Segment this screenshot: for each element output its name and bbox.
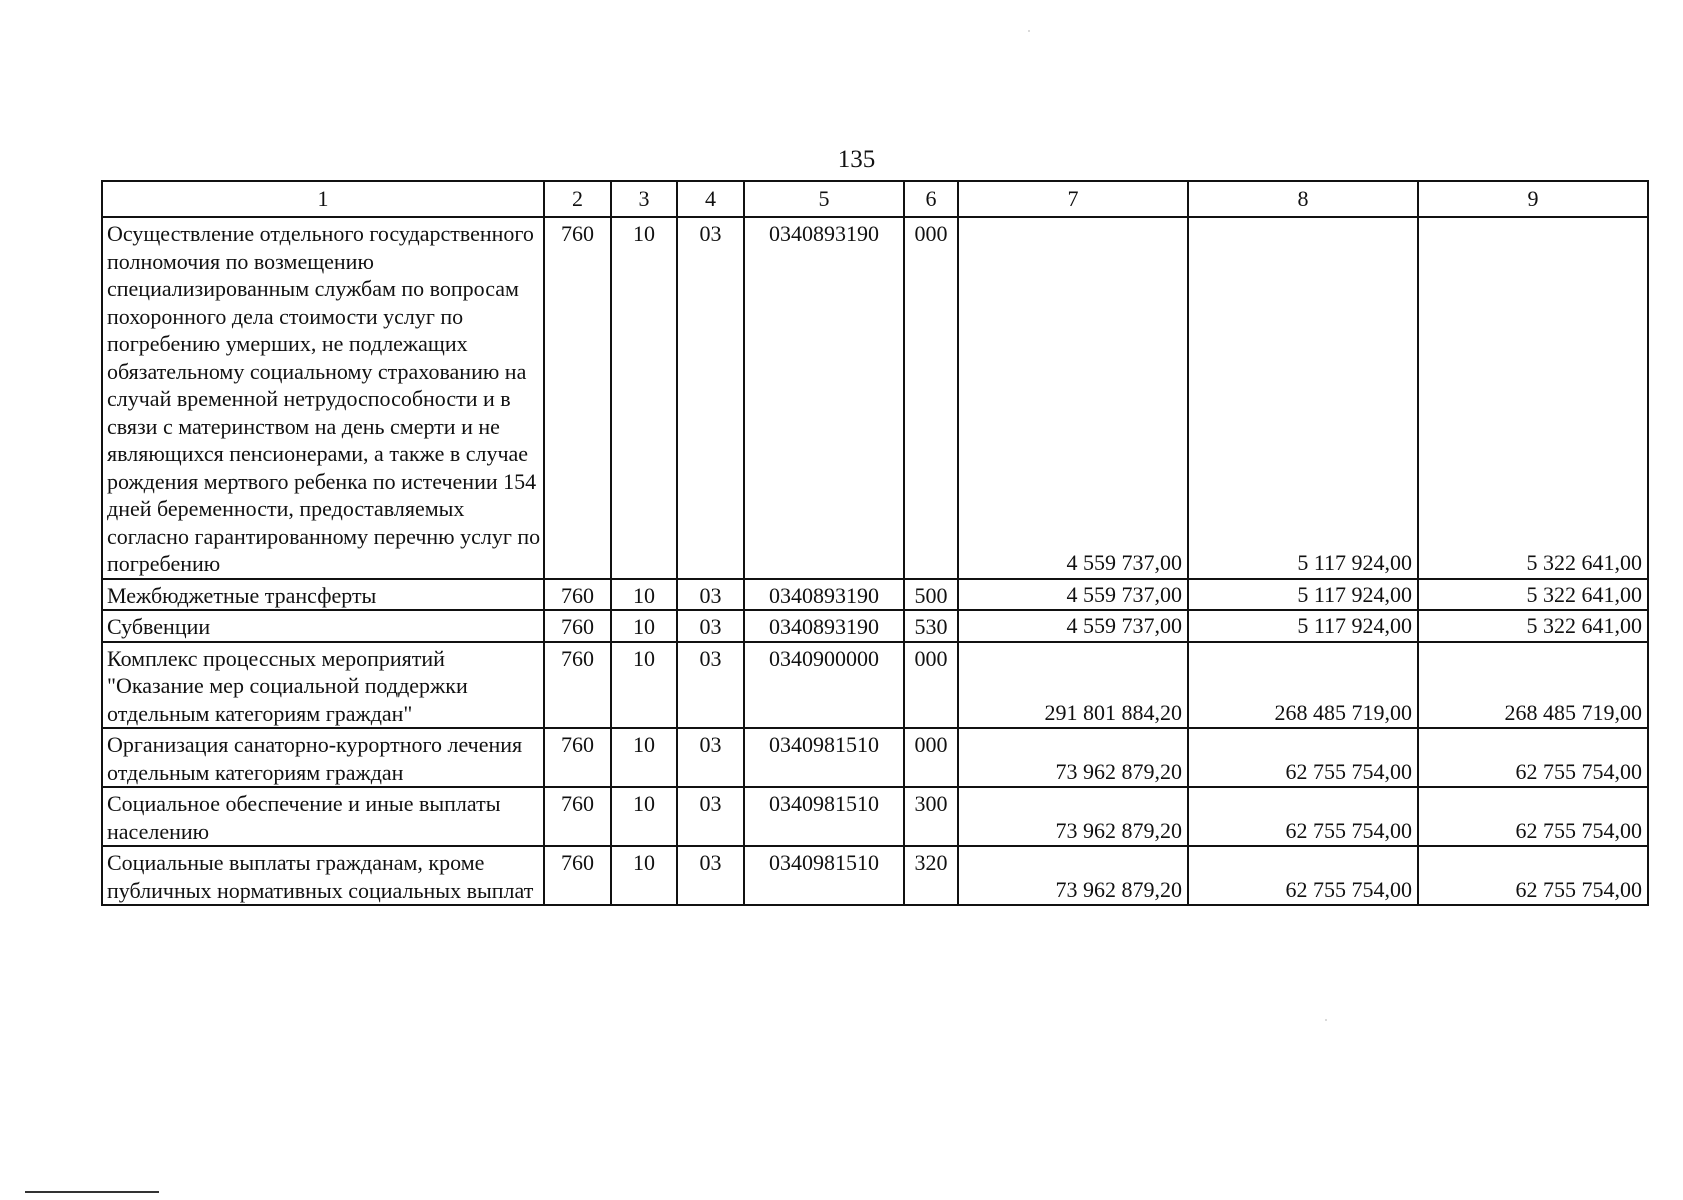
section-cell: 10 <box>611 728 677 787</box>
subsection-cell: 03 <box>677 610 744 642</box>
admin-code-cell: 760 <box>544 728 611 787</box>
amount-cell: 5 117 924,00 <box>1188 217 1418 579</box>
section-cell: 10 <box>611 610 677 642</box>
footnote-separator-line <box>25 1191 159 1193</box>
row-name-cell: Межбюджетные трансферты <box>102 579 544 611</box>
column-header: 1 <box>102 181 544 217</box>
amount-cell: 73 962 879,20 <box>958 846 1188 905</box>
expense-type-cell: 000 <box>904 217 958 579</box>
column-header: 3 <box>611 181 677 217</box>
row-name-cell: Социальные выплаты гражданам, кроме публичных нормативных социальных выплат <box>102 846 544 905</box>
row-name-cell: Социальное обеспечение и иные выплаты населению <box>102 787 544 846</box>
table-row <box>102 579 1648 611</box>
expense-type-cell: 500 <box>904 579 958 611</box>
amount-cell: 4 559 737,00 <box>958 579 1188 611</box>
subsection-cell: 03 <box>677 846 744 905</box>
row-name-cell: Осуществление отдельного государственного полномочия по возмещению специализированным службам по вопросам похоронного дела стоимости услуг по погребению умерших, не подлежащих обязательному социальному страхованию на случай временной нетрудоспособности и в связи с материнством на день смерти и не являющихся пенсионерами, а также в случае рождения мертвого ребенка по истечении 154 дней беременности, предоставляемых согласно гарантированному перечню услуг по погребению <box>102 217 544 579</box>
subsection-cell: 03 <box>677 787 744 846</box>
admin-code-cell: 760 <box>544 610 611 642</box>
amount-cell: 4 559 737,00 <box>958 217 1188 579</box>
subsection-cell: 03 <box>677 217 744 579</box>
row-name-cell: Субвенции <box>102 610 544 642</box>
amount-cell: 5 322 641,00 <box>1418 610 1648 642</box>
amount-cell: 5 117 924,00 <box>1188 610 1418 642</box>
table-row <box>102 728 1648 787</box>
expense-type-cell: 320 <box>904 846 958 905</box>
column-header: 6 <box>904 181 958 217</box>
subsection-cell: 03 <box>677 579 744 611</box>
table-row <box>102 217 1648 579</box>
target-article-cell: 0340900000 <box>744 642 904 729</box>
amount-cell: 62 755 754,00 <box>1418 787 1648 846</box>
expense-type-cell: 530 <box>904 610 958 642</box>
table-row <box>102 787 1648 846</box>
amount-cell: 4 559 737,00 <box>958 610 1188 642</box>
table-row <box>102 642 1648 729</box>
section-cell: 10 <box>611 846 677 905</box>
target-article-cell: 0340981510 <box>744 728 904 787</box>
page-number: 135 <box>837 146 876 173</box>
subsection-cell: 03 <box>677 642 744 729</box>
column-header: 4 <box>677 181 744 217</box>
column-header: 7 <box>958 181 1188 217</box>
amount-cell: 62 755 754,00 <box>1188 846 1418 905</box>
expense-type-cell: 300 <box>904 787 958 846</box>
column-header: 8 <box>1188 181 1418 217</box>
target-article-cell: 0340893190 <box>744 610 904 642</box>
budget-table <box>101 180 1649 906</box>
subsection-cell: 03 <box>677 728 744 787</box>
scan-speck <box>1325 1019 1327 1021</box>
admin-code-cell: 760 <box>544 217 611 579</box>
column-header: 9 <box>1418 181 1648 217</box>
admin-code-cell: 760 <box>544 579 611 611</box>
expense-type-cell: 000 <box>904 728 958 787</box>
target-article-cell: 0340893190 <box>744 579 904 611</box>
table-row <box>102 610 1648 642</box>
admin-code-cell: 760 <box>544 787 611 846</box>
admin-code-cell: 760 <box>544 642 611 729</box>
amount-cell: 62 755 754,00 <box>1418 728 1648 787</box>
header-row <box>102 181 1648 217</box>
amount-cell: 291 801 884,20 <box>958 642 1188 729</box>
target-article-cell: 0340981510 <box>744 846 904 905</box>
section-cell: 10 <box>611 642 677 729</box>
section-cell: 10 <box>611 579 677 611</box>
amount-cell: 268 485 719,00 <box>1188 642 1418 729</box>
row-name-cell: Организация санаторно-курортного лечения отдельным категориям граждан <box>102 728 544 787</box>
amount-cell: 62 755 754,00 <box>1188 787 1418 846</box>
expense-type-cell: 000 <box>904 642 958 729</box>
section-cell: 10 <box>611 217 677 579</box>
amount-cell: 73 962 879,20 <box>958 787 1188 846</box>
row-name-cell: Комплекс процессных мероприятий "Оказание мер социальной поддержки отдельным категориям граждан" <box>102 642 544 729</box>
amount-cell: 73 962 879,20 <box>958 728 1188 787</box>
scan-speck <box>1028 30 1030 32</box>
amount-cell: 62 755 754,00 <box>1418 846 1648 905</box>
column-header: 2 <box>544 181 611 217</box>
admin-code-cell: 760 <box>544 846 611 905</box>
amount-cell: 268 485 719,00 <box>1418 642 1648 729</box>
amount-cell: 5 117 924,00 <box>1188 579 1418 611</box>
table-row <box>102 846 1648 905</box>
column-header: 5 <box>744 181 904 217</box>
amount-cell: 5 322 641,00 <box>1418 579 1648 611</box>
target-article-cell: 0340893190 <box>744 217 904 579</box>
amount-cell: 5 322 641,00 <box>1418 217 1648 579</box>
amount-cell: 62 755 754,00 <box>1188 728 1418 787</box>
section-cell: 10 <box>611 787 677 846</box>
target-article-cell: 0340981510 <box>744 787 904 846</box>
